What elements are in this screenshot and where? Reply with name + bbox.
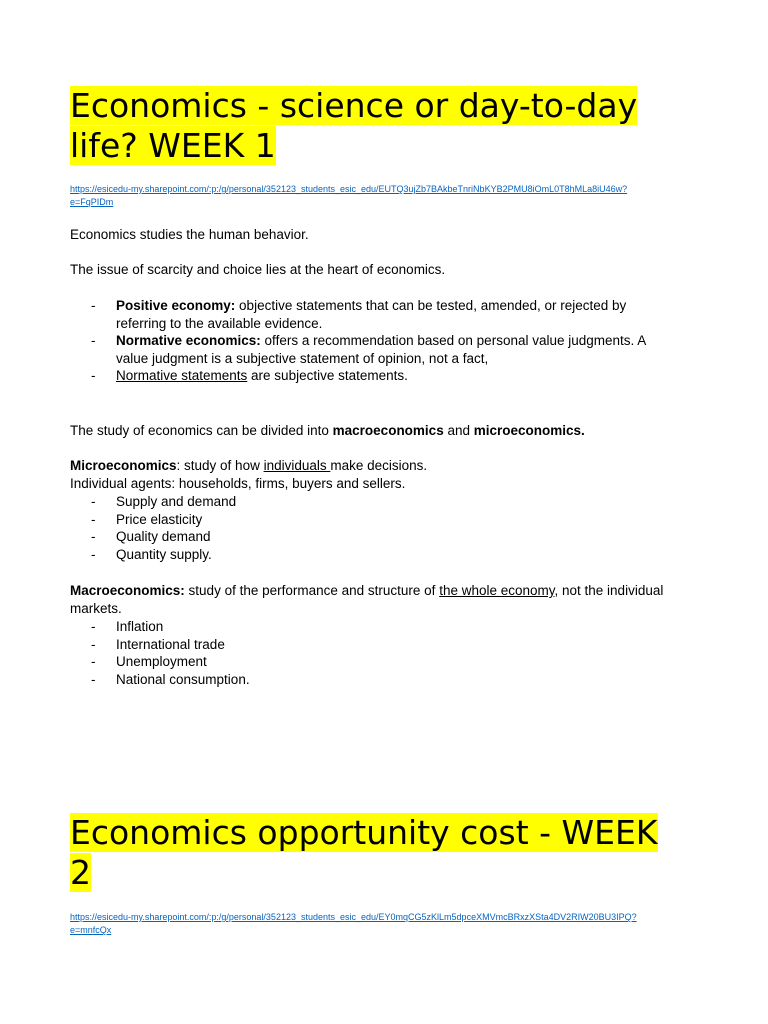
- dash-marker: -: [91, 494, 96, 509]
- macro-item-text: Inflation: [116, 619, 164, 634]
- dash-marker: -: [91, 619, 96, 634]
- micro-agents: Individual agents: households, firms, buyers and sellers.: [70, 475, 406, 491]
- divided-mid: and: [443, 423, 474, 438]
- divided-pre: The study of economics can be divided into: [70, 423, 333, 438]
- microeconomics-list: [70, 493, 680, 563]
- macro-item-text: International trade: [116, 636, 225, 652]
- term-macroeconomics: macroeconomics: [332, 423, 444, 438]
- micro-underlined: individuals: [263, 458, 331, 473]
- dash-marker: -: [91, 511, 96, 527]
- list-item: [70, 546, 680, 564]
- macro-label: Macroeconomics:: [70, 583, 185, 598]
- dash-marker: -: [91, 636, 96, 652]
- macro-item-text: National consumption.: [116, 671, 250, 687]
- week1-heading-line1: Economics - science or day-to-day: [70, 86, 638, 125]
- week2-heading: [70, 813, 658, 893]
- week2-heading-line1: Economics opportunity cost - WEEK: [70, 813, 658, 852]
- definition-positive-economy: objective statements that can be tested, amended, or rejected by referring to the available evidence.: [116, 298, 627, 331]
- term-normative-statements: Normative statements: [116, 368, 248, 384]
- macro-pre: study of the performance and structure of: [184, 583, 440, 598]
- paragraph-divided: [70, 422, 680, 440]
- week1-link-line2[interactable]: e=FqPIDm: [70, 197, 114, 207]
- definition-normative-economics: offers a recommendation based on personal value judgments. A value judgment is a subjective statement of opinion, not a fact,: [116, 333, 646, 366]
- dash-marker: -: [91, 529, 96, 545]
- list-item-positive-economy: [70, 297, 680, 332]
- list-item: [70, 618, 680, 636]
- dash-marker: -: [91, 333, 96, 349]
- week2-link[interactable]: [70, 911, 670, 937]
- list-item-normative-economics: [70, 332, 680, 367]
- list-item-normative-statements: [70, 367, 680, 385]
- list-item: [70, 653, 680, 671]
- term-positive-economy: Positive economy:: [116, 298, 236, 313]
- list-item: [70, 671, 680, 689]
- week2-heading-line2: 2: [70, 853, 91, 892]
- micro-post: make decisions.: [330, 458, 428, 473]
- dash-marker: -: [91, 546, 96, 562]
- paragraph-human-behavior: Economics studies the human behavior.: [70, 227, 309, 242]
- micro-item-text: Quantity supply.: [116, 546, 212, 562]
- macro-post: , not the individual markets.: [70, 583, 664, 616]
- micro-pre: : study of how: [176, 458, 264, 473]
- definition-normative-statements: are subjective statements.: [247, 368, 408, 384]
- term-normative-economics: Normative economics:: [116, 333, 261, 349]
- list-item: [70, 511, 680, 529]
- list-item: [70, 528, 680, 546]
- paragraph-macroeconomics: [70, 582, 680, 617]
- paragraph-microeconomics: [70, 457, 680, 492]
- macro-item-text: Unemployment: [116, 654, 207, 670]
- dash-marker: -: [91, 368, 96, 384]
- dash-marker: -: [91, 671, 96, 687]
- micro-label: Microeconomics: [70, 458, 177, 473]
- macroeconomics-list: [70, 618, 680, 688]
- paragraph-scarcity: The issue of scarcity and choice lies at the heart of economics.: [70, 262, 446, 277]
- week1-heading: [70, 86, 637, 166]
- micro-item-text: Supply and demand: [116, 494, 237, 509]
- economy-types-list: [70, 297, 680, 385]
- week2-link-line2[interactable]: e=mnfcQx: [70, 925, 112, 935]
- list-item: [70, 636, 680, 654]
- week1-link-line1[interactable]: https://esicedu-my.sharepoint.com/:p:/g/personal/352123_students_esic_edu/EUTQ3ujZb7BAkbeTnriNbKYB2PMU8iOmL0T8hMLa8iU46w?: [70, 184, 628, 194]
- micro-item-text: Quality demand: [116, 529, 211, 545]
- dash-marker: -: [91, 654, 96, 670]
- week1-heading-line2: life? WEEK 1: [70, 126, 276, 165]
- week2-link-line1[interactable]: https://esicedu-my.sharepoint.com/:p:/g/personal/352123_students_esic_edu/EY0mqCG5zKlLm5dpceXMVmcBRxzXSta4DV2RIW20BU3IPQ?: [70, 912, 637, 922]
- term-microeconomics: microeconomics.: [473, 423, 585, 438]
- macro-underlined: the whole economy: [439, 583, 555, 598]
- dash-marker: -: [91, 298, 96, 313]
- micro-item-text: Price elasticity: [116, 511, 203, 527]
- week1-link[interactable]: [70, 183, 670, 209]
- list-item: [70, 493, 680, 511]
